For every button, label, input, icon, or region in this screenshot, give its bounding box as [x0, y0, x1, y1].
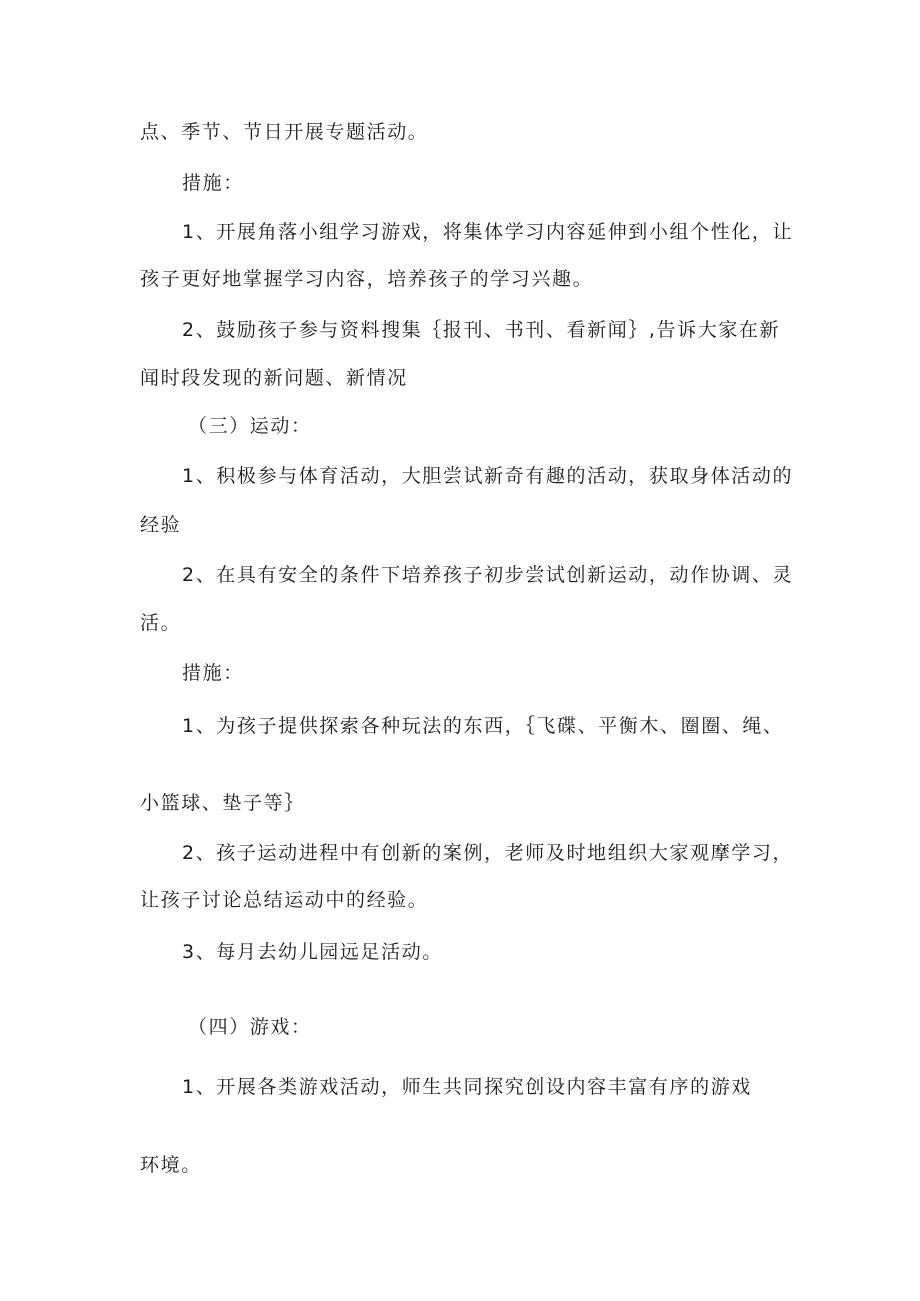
paragraph-line: 1、开展各类游戏活动，师生共同探究创设内容丰富有序的游戏 — [182, 1076, 752, 1098]
paragraph-line: 点、季节、节日开展专题活动。 — [140, 121, 429, 143]
paragraph-line: 小篮球、垫子等｝ — [140, 792, 305, 814]
section-heading-games: （四）游戏： — [188, 1016, 312, 1038]
section-heading-exercise: （三）运动： — [188, 415, 312, 437]
paragraph-line: 1、积极参与体育活动，大胆尝试新奇有趣的活动，获取身体活动的 — [182, 465, 794, 487]
paragraph-line: 2、鼓励孩子参与资料搜集｛报刊、书刊、看新闻｝,告诉大家在新 — [182, 319, 781, 341]
paragraph-line: 活。 — [140, 612, 182, 634]
paragraph-line: 孩子更好地掌握学习内容，培养孩子的学习兴趣。 — [140, 268, 594, 290]
paragraph-line: 1、开展角落小组学习游戏，将集体学习内容延伸到小组个性化，让 — [182, 221, 794, 243]
measures-heading: 措施： — [182, 172, 244, 194]
paragraph-line: 2、在具有安全的条件下培养孩子初步尝试创新运动，动作协调、灵 — [182, 564, 794, 586]
paragraph-line: 经验 — [140, 514, 182, 536]
paragraph-line: 1、为孩子提供探索各种玩法的东西，｛飞碟、平衡木、圈圈、绳、 — [182, 715, 784, 737]
measures-heading: 措施： — [182, 662, 244, 684]
paragraph-line: 3、每月去幼儿园远足活动。 — [182, 941, 443, 963]
paragraph-line: 闻时段发现的新问题、新情况 — [140, 367, 408, 389]
paragraph-line: 环境。 — [140, 1154, 202, 1176]
paragraph-line: 让孩子讨论总结运动中的经验。 — [140, 889, 429, 911]
paragraph-line: 2、孩子运动进程中有创新的案例，老师及时地组织大家观摩学习， — [182, 842, 794, 864]
